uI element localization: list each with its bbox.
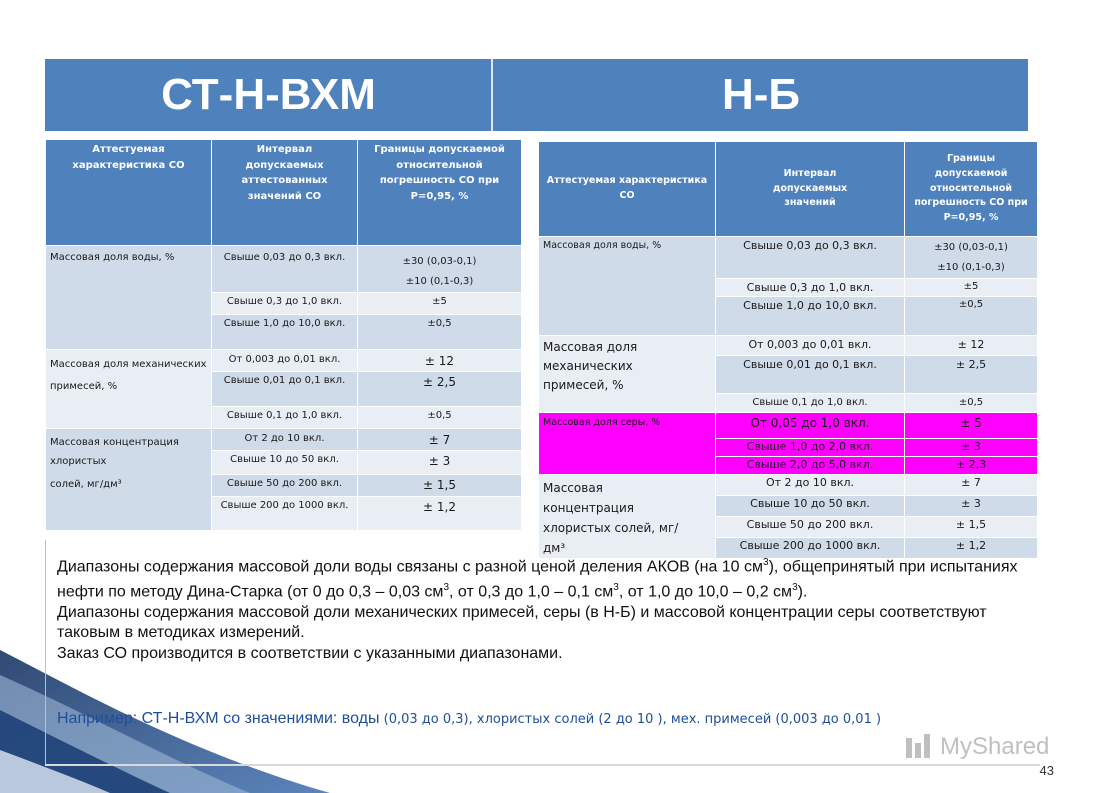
interval-cell: Свыше 0,3 до 1,0 вкл. xyxy=(212,293,358,315)
paragraph-order: Заказ СО производится в соответствии с указанными диапазонами. xyxy=(57,644,563,662)
error-cell: ± 1,2 xyxy=(905,538,1038,559)
table-row xyxy=(539,237,1038,279)
error-cell: ±5 xyxy=(905,279,1038,297)
table-header-row xyxy=(46,140,522,246)
interval-cell: Свыше 0,03 до 0,3 вкл. xyxy=(716,237,905,279)
explanatory-text xyxy=(57,553,1042,664)
table-row xyxy=(46,429,522,451)
label-water: Массовая доля воды, % xyxy=(46,246,212,350)
error-cell: ± 3 xyxy=(905,496,1038,517)
error-cell: ± 12 xyxy=(358,350,522,372)
interval-cell: Свыше 0,1 до 1,0 вкл. xyxy=(716,394,905,413)
interval-cell: Свыше 200 до 1000 вкл. xyxy=(716,538,905,559)
interval-cell: Свыше 10 до 50 вкл. xyxy=(716,496,905,517)
interval-cell: Свыше 1,0 до 10,0 вкл. xyxy=(212,315,358,350)
header-interval: Интервал допускаемых аттестованных значений СО xyxy=(212,140,358,246)
slide-number: 43 xyxy=(1039,763,1054,778)
label-line: солей, мг/дм³ xyxy=(50,479,122,490)
interval-cell: Свыше 2,0 до 5,0 вкл. xyxy=(716,457,905,475)
interval-cell: От 0,05 до 1,0 вкл. xyxy=(716,413,905,439)
table-row-highlight xyxy=(539,413,1038,439)
text-frame-left-border xyxy=(45,540,46,765)
interval-cell: От 0,003 до 0,01 вкл. xyxy=(716,336,905,356)
table-st-n-vhm xyxy=(45,139,522,531)
title-right: Н-Б xyxy=(721,70,801,119)
error-cell: ± 2,5 xyxy=(905,356,1038,394)
error-line: ±10 (0,1-0,3) xyxy=(937,262,1005,273)
label-chlorides xyxy=(46,429,212,531)
interval-cell: Свыше 1,0 до 10,0 вкл. xyxy=(716,297,905,336)
label-water: Массовая доля воды, % xyxy=(539,237,716,336)
interval-cell: Свыше 200 до 1000 вкл. xyxy=(212,497,358,531)
paragraph-method-ranges: Диапазоны содержания массовой доли механических примесей, серы (в Н-Б) и массовой концентрации серы соответствуют таковым в методиках измерений. xyxy=(57,603,987,642)
interval-cell: Свыше 0,1 до 1,0 вкл. xyxy=(212,407,358,429)
label-sulfur: Массовая доля серы, % xyxy=(539,413,716,475)
interval-cell: Свыше 0,01 до 0,1 вкл. xyxy=(716,356,905,394)
error-line: ±30 (0,03-0,1) xyxy=(402,256,477,267)
table-row xyxy=(539,475,1038,496)
watermark xyxy=(904,733,1049,761)
header-interval: Интервал допускаемых значений xyxy=(716,142,905,237)
error-cell xyxy=(358,246,522,293)
watermark-text: MyShared xyxy=(940,733,1050,760)
error-cell: ±0,5 xyxy=(905,297,1038,336)
interval-cell: Свыше 0,3 до 1,0 вкл. xyxy=(716,279,905,297)
label-line: Массовая концентрация хлористых xyxy=(50,437,179,467)
interval-cell: Свыше 50 до 200 вкл. xyxy=(212,475,358,497)
text-frame-bottom-border xyxy=(45,764,1040,766)
label-mechanical xyxy=(46,350,212,429)
watermark-logo-icon xyxy=(904,734,934,760)
header-characteristic: Аттестуемая характеристика СО xyxy=(539,142,716,237)
error-line: ±30 (0,03-0,1) xyxy=(934,242,1008,253)
label-chlorides: Массовая концентрация хлористых солей, мг/дм³ xyxy=(539,475,716,559)
error-cell: ±5 xyxy=(358,293,522,315)
error-cell: ±0,5 xyxy=(358,315,522,350)
interval-cell: От 2 до 10 вкл. xyxy=(212,429,358,451)
error-cell: ± 7 xyxy=(905,475,1038,496)
interval-cell: Свыше 10 до 50 вкл. xyxy=(212,451,358,475)
error-cell: ±0,5 xyxy=(905,394,1038,413)
interval-cell: Свыше 0,03 до 0,3 вкл. xyxy=(212,246,358,293)
error-cell: ± 1,2 xyxy=(358,497,522,531)
header-error: Границы допускаемой относительной погрешность СО при Р=0,95, % xyxy=(358,140,522,246)
error-cell: ± 7 xyxy=(358,429,522,451)
error-line: ±10 (0,1-0,3) xyxy=(405,276,474,287)
title-divider xyxy=(491,59,493,131)
interval-cell: От 0,003 до 0,01 вкл. xyxy=(212,350,358,372)
error-cell: ± 1,5 xyxy=(358,475,522,497)
error-cell: ± 3 xyxy=(905,439,1038,457)
header-characteristic: Аттестуемая характеристика СО xyxy=(46,140,212,246)
table-row xyxy=(46,350,522,372)
interval-cell: Свыше 0,01 до 0,1 вкл. xyxy=(212,372,358,407)
error-cell: ± 2,3 xyxy=(905,457,1038,475)
title-bar xyxy=(45,59,1028,131)
error-cell: ± 5 xyxy=(905,413,1038,439)
paragraph-water-ranges: Диапазоны содержания массовой доли воды связаны с разной ценой деления АКОВ (на 10 $см^3$), общепринятый при испытаниях нефти по методу Дина-Старка (от 0 до 0,3 – 0,03 $см^3$, от 0,3 до 1,0 – 0,1 $см^3$, от 1,0 до 10,0 – 0,2 $см^3$). xyxy=(57,557,1018,601)
interval-cell: Свыше 50 до 200 вкл. xyxy=(716,517,905,538)
interval-cell: Свыше 1,0 до 2,0 вкл. xyxy=(716,439,905,457)
error-cell: ± 2,5 xyxy=(358,372,522,407)
table-row xyxy=(539,336,1038,356)
title-left: СТ-Н-ВХМ xyxy=(161,70,376,119)
error-cell: ± 3 xyxy=(358,451,522,475)
error-cell: ± 1,5 xyxy=(905,517,1038,538)
header-error: Границы допускаемой относительной погрешность СО при Р=0,95, % xyxy=(905,142,1038,237)
label-line: примесей, % xyxy=(50,381,118,392)
table-row xyxy=(46,246,522,293)
interval-cell: От 2 до 10 вкл. xyxy=(716,475,905,496)
table-n-b xyxy=(538,141,1038,559)
label-mechanical: Массовая доля механических примесей, % xyxy=(539,336,716,413)
table-header-row xyxy=(539,142,1038,237)
error-cell xyxy=(905,237,1038,279)
label-line: Массовая доля механических xyxy=(50,359,207,370)
example-text: Например: СТ-Н-ВХМ со значениями: воды (0,03 до 0,3), хлористых солей (2 до 10 ), мех. примесей (0,003 до 0,01 ) xyxy=(57,710,882,727)
error-cell: ± 12 xyxy=(905,336,1038,356)
error-cell: ±0,5 xyxy=(358,407,522,429)
